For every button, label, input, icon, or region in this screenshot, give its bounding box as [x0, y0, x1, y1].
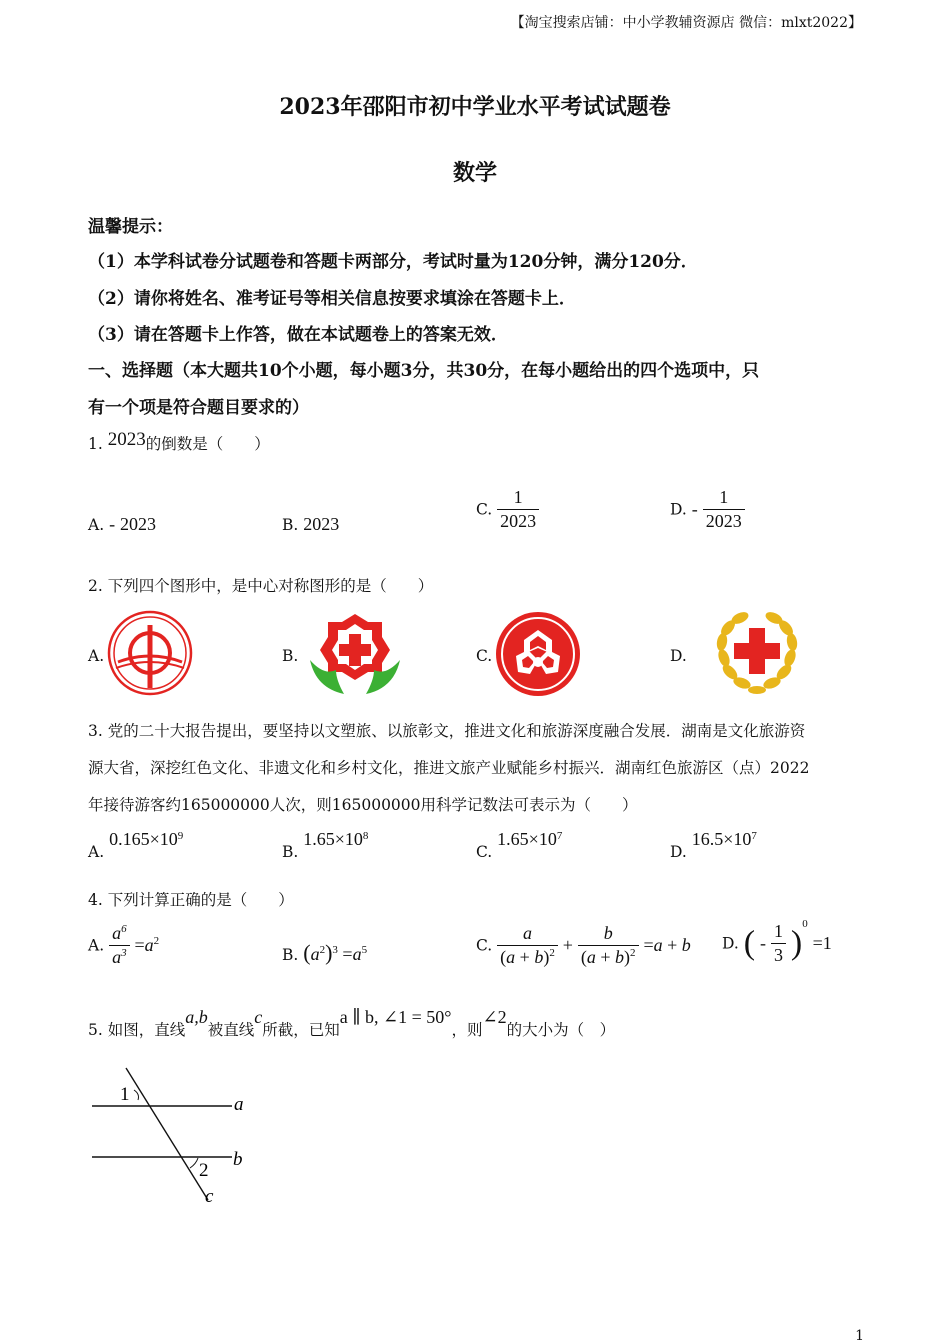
option-expression: $(a^2)^3 =a^5$ [303, 940, 368, 965]
option-sign: - [109, 514, 116, 534]
fraction-numerator: 1 [513, 487, 523, 507]
question-value: 2023 [107, 429, 146, 450]
question-text: 被直线 [207, 1021, 255, 1039]
left-paren: ( [743, 924, 756, 962]
exponent: 0 [802, 918, 808, 931]
tip-item: （1）本学科试卷分试题卷和答题卡两部分，考试时量为120分钟，满分120分． [88, 252, 698, 272]
question-text: 所截，已知 [262, 1021, 340, 1039]
fraction-denominator: 2023 [497, 509, 539, 531]
option-label: B. [282, 843, 299, 861]
page-number: 1 [855, 1328, 864, 1344]
q2-option-b[interactable]: B. [282, 647, 299, 665]
q3-option-d[interactable] [670, 829, 757, 861]
option-label: A. [88, 843, 105, 861]
option-exponent: 8 [362, 829, 369, 842]
q2-option-c[interactable]: C. [476, 647, 493, 665]
question-text: ，则 [451, 1021, 483, 1039]
option-fraction [578, 924, 639, 967]
option-times: ×10 [723, 829, 752, 849]
question-text: 5. 如图，直线 [88, 1021, 186, 1039]
question-3-line1: 3. 党的二十大报告提出，要坚持以文塑旅、以旅彰文，推进文化和旅游深度融合发展．湖南是文化旅游资 [88, 722, 806, 740]
angle-2-arc [190, 1158, 198, 1168]
red-cross-wreath-icon [712, 606, 802, 696]
q2-option-d[interactable]: D. [670, 647, 687, 665]
fraction-denominator: $(a + b)^2$ [497, 945, 558, 967]
option-value: 2023 [303, 514, 340, 534]
fraction-numerator: 1 [719, 487, 729, 507]
subject-title: 数学 [452, 160, 497, 186]
option-label: B. [282, 946, 299, 964]
option-label: A. [88, 516, 105, 534]
q4-option-d[interactable] [722, 918, 832, 965]
option-times: ×10 [528, 829, 557, 849]
parallel-lines-figure [86, 1062, 266, 1212]
math-ab: a,b [185, 1007, 208, 1027]
section-heading-line2: 有一个项是符合题目要求的） [88, 398, 309, 418]
fraction-numerator: a [523, 923, 532, 943]
label-2: 2 [199, 1160, 209, 1181]
option-sign: - [691, 498, 698, 519]
railway-logo-icon [106, 610, 194, 696]
section-heading-line1: 一、选择题（本大题共10个小题，每小题3分，共30分，在每小题给出的四个选项中，只 [88, 361, 760, 381]
option-exponent: 7 [556, 829, 563, 842]
option-label: C. [476, 843, 493, 861]
option-label: C. [476, 936, 493, 955]
option-exponent: 7 [751, 829, 757, 842]
exam-title: 2023年邵阳市初中学业水平考试试题卷 [279, 94, 671, 120]
q1-option-a[interactable] [88, 514, 156, 535]
question-3-line3: 年接待游客约165000000人次，则165000000用科学记数法可表示为（ ） [88, 796, 638, 814]
option-label: A. [88, 936, 105, 955]
label-c: c [205, 1186, 214, 1207]
question-3-line2: 源大省，深挖红色文化、非遗文化和乡村文化，推进文旅产业赋能乡村振兴．湖南红色旅游区（点）2022 [88, 759, 810, 777]
option-label: D. [722, 934, 739, 953]
math-given: a ∥ b, ∠1 = 50° [339, 1007, 452, 1027]
fraction-denominator: $a^3$ [109, 945, 130, 967]
option-coefficient: 1.65 [497, 829, 529, 849]
q3-option-c[interactable] [476, 829, 563, 861]
fraction-denominator: $(a + b)^2$ [578, 945, 639, 967]
q1-option-d[interactable] [670, 488, 745, 531]
header-note: 【淘宝搜索店铺：中小学教辅资源店 微信：mlxt2022】 [510, 15, 862, 31]
plus-sign: + [562, 934, 573, 955]
option-fraction [497, 924, 558, 967]
tip-item: （3）请在答题卡上作答，做在本试题卷上的答案无效． [88, 325, 508, 345]
option-label: D. [670, 843, 687, 861]
line-c [126, 1068, 208, 1200]
question-text: 的大小为（ ） [506, 1021, 616, 1039]
label-1: 1 [120, 1084, 130, 1105]
question-1 [88, 429, 270, 455]
option-times: ×10 [149, 829, 178, 849]
option-label: D. [670, 500, 687, 519]
women-federation-logo-icon [494, 610, 582, 698]
minus-sign: - [760, 932, 767, 953]
option-coefficient: 16.5 [691, 829, 724, 849]
fraction-numerator: 1 [773, 921, 783, 941]
question-text: 的倒数是（ ） [145, 435, 270, 453]
tips-heading: 温馨提示： [88, 217, 173, 237]
q4-option-a[interactable] [88, 924, 159, 967]
option-fraction [109, 924, 130, 967]
question-4: 4. 下列计算正确的是（ ） [88, 891, 294, 909]
hospital-logo-icon [306, 610, 404, 698]
option-coefficient: 1.65 [303, 829, 335, 849]
option-label: C. [476, 500, 493, 519]
fraction-denominator: 2023 [703, 509, 745, 531]
q1-option-c[interactable] [476, 488, 539, 531]
question-number: 1. [88, 435, 103, 453]
question-2: 2. 下列四个图形中，是中心对称图形的是（ ） [88, 577, 434, 595]
q1-option-b[interactable] [282, 514, 339, 535]
option-fraction [497, 488, 539, 531]
option-fraction [771, 922, 786, 965]
option-times: ×10 [334, 829, 363, 849]
option-label: B. [282, 516, 299, 534]
math-c: c [254, 1007, 263, 1027]
fraction-denominator: 3 [771, 943, 786, 965]
option-exponent: 9 [177, 829, 184, 842]
option-expression: =a + b [643, 934, 691, 955]
q2-option-a[interactable]: A. [88, 647, 105, 665]
question-5 [88, 1006, 616, 1039]
label-a: a [234, 1094, 244, 1115]
option-expression: =1 [812, 932, 832, 953]
q4-option-c[interactable] [476, 924, 691, 967]
angle-1-arc [134, 1090, 139, 1100]
option-value: 2023 [120, 514, 156, 534]
option-coefficient: 0.165 [109, 829, 150, 849]
fraction-numerator: b [603, 923, 613, 943]
q3-option-a[interactable] [88, 829, 184, 861]
tip-item: （2）请你将姓名、准考证号等相关信息按要求填涂在答题卡上． [88, 289, 576, 309]
q3-option-b[interactable] [282, 829, 369, 861]
math-angle2: ∠2 [482, 1007, 507, 1027]
q4-option-b[interactable] [282, 940, 367, 966]
fraction-numerator: $a^6$ [112, 923, 127, 943]
option-expression: $=a^2$ [134, 934, 160, 955]
option-fraction [703, 488, 745, 531]
right-paren: ) [790, 924, 803, 962]
label-b: b [233, 1149, 243, 1170]
